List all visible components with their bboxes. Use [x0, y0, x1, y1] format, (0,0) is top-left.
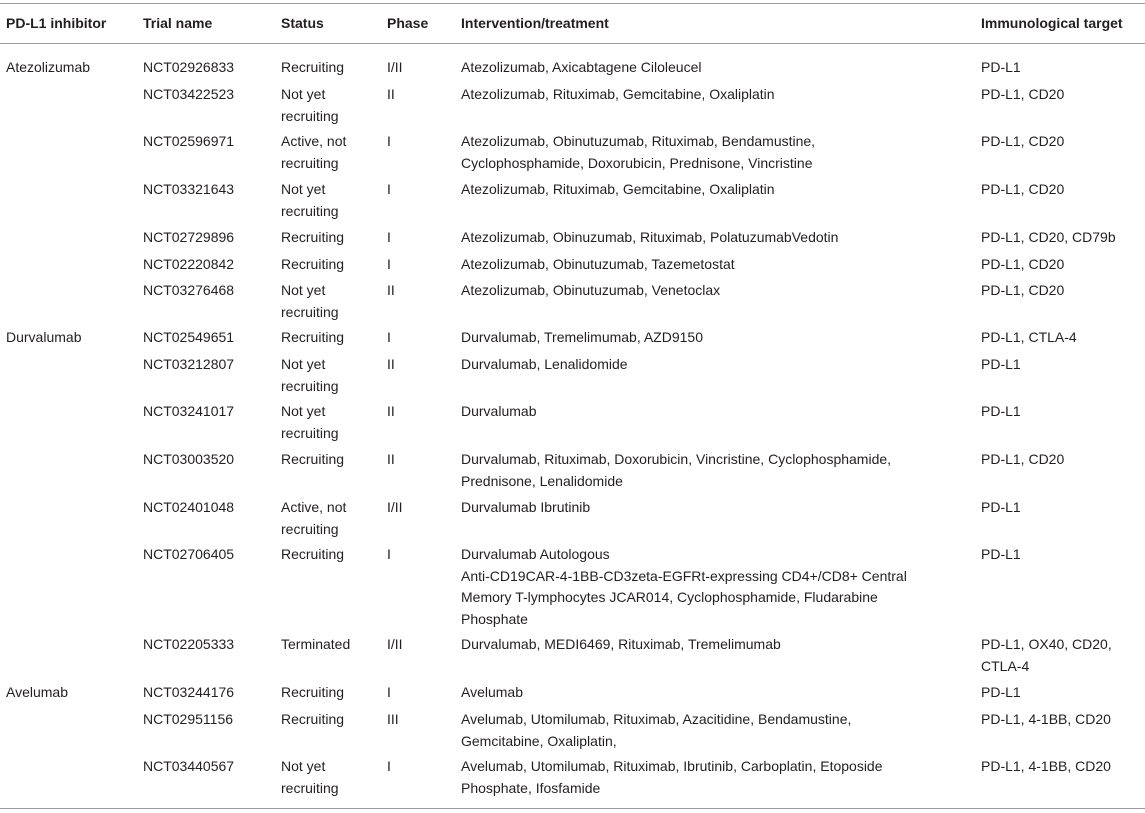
cell-trial-name: NCT03422523	[143, 86, 235, 102]
cell-intervention-line: Durvalumab Ibrutinib	[461, 499, 591, 515]
cell-status-line: Active, not	[281, 499, 347, 515]
cell-immunological-target	[981, 84, 1064, 106]
cell-immunological-target-line: PD-L1, 4-1BB, CD20	[981, 711, 1111, 727]
cell-status	[281, 756, 339, 799]
cell-intervention-line: Durvalumab, Tremelimumab, AZD9150	[461, 329, 703, 345]
cell-intervention-line: Durvalumab, MEDI6469, Rituximab, Tremelimumab	[461, 636, 781, 652]
cell-immunological-target	[981, 327, 1077, 349]
cell-intervention-line: Prednisone, Lenalidomide	[461, 472, 623, 489]
cell-status-line: Recruiting	[281, 59, 345, 75]
cell-immunological-target-line: PD-L1, CD20	[981, 86, 1065, 102]
cell-intervention	[461, 131, 815, 174]
cell-status	[281, 131, 346, 174]
table-top-rule	[0, 3, 1145, 4]
cell-immunological-target-line: PD-L1, CD20	[981, 451, 1065, 467]
cell-status-line: Not yet	[281, 403, 326, 419]
header-rule	[0, 43, 1145, 44]
cell-intervention-line: Avelumab, Utomilumab, Rituximab, Azacitidine, Bendamustine,	[461, 711, 852, 727]
cell-intervention-line: Gemcitabine, Oxaliplatin,	[461, 732, 617, 749]
cell-immunological-target	[981, 131, 1064, 153]
cell-trial-name: NCT02220842	[143, 256, 235, 272]
cell-phase: I/II	[387, 499, 403, 515]
cell-status-line: Recruiting	[281, 684, 345, 700]
cell-trial-name: NCT03241017	[143, 403, 235, 419]
cell-phase: I	[387, 546, 391, 562]
cell-intervention	[461, 254, 735, 276]
cell-intervention-line: Durvalumab Autologous	[461, 546, 610, 562]
cell-immunological-target-line: PD-L1	[981, 546, 1021, 562]
cell-trial-name: NCT02951156	[143, 711, 234, 727]
cell-immunological-target-line: PD-L1	[981, 499, 1021, 515]
cell-phase: I	[387, 758, 391, 774]
cell-status-line: Not yet	[281, 181, 326, 197]
cell-status-line: Recruiting	[281, 329, 345, 345]
cell-status	[281, 682, 344, 704]
cell-intervention-line: Durvalumab	[461, 403, 537, 419]
cell-intervention	[461, 544, 907, 630]
cell-phase: I	[387, 329, 391, 345]
cell-status	[281, 634, 350, 656]
cell-status	[281, 497, 346, 540]
cell-status	[281, 254, 344, 276]
cell-immunological-target-line: PD-L1	[981, 684, 1021, 700]
cell-trial-name: NCT02596971	[143, 133, 235, 149]
cell-phase: II	[387, 356, 395, 372]
cell-immunological-target	[981, 401, 1021, 423]
cell-phase: II	[387, 451, 395, 467]
cell-intervention	[461, 57, 701, 79]
cell-trial-name: NCT02729896	[143, 229, 235, 245]
cell-phase: II	[387, 86, 395, 102]
cell-status-line: Not yet	[281, 758, 326, 774]
cell-intervention-line: Avelumab	[461, 684, 524, 700]
cell-status-line: Recruiting	[281, 711, 345, 727]
cell-status-line: Recruiting	[281, 229, 345, 245]
cell-status-line: Not yet	[281, 282, 326, 298]
cell-status	[281, 57, 344, 79]
header-phase: Phase	[387, 15, 429, 31]
cell-intervention-line: Atezolizumab, Rituximab, Gemcitabine, Oxaliplatin	[461, 86, 775, 102]
header-pdl1-inhibitor: PD-L1 inhibitor	[6, 15, 107, 31]
cell-intervention	[461, 756, 883, 799]
cell-status	[281, 354, 339, 397]
cell-status-line: recruiting	[281, 779, 339, 796]
cell-intervention	[461, 280, 720, 302]
cell-phase: I/II	[387, 59, 403, 75]
cell-status-line: Not yet	[281, 356, 326, 372]
cell-phase: I	[387, 684, 391, 700]
cell-intervention	[461, 354, 628, 376]
cell-immunological-target	[981, 57, 1021, 79]
cell-phase: III	[387, 711, 399, 727]
cell-immunological-target-line: CTLA-4	[981, 657, 1030, 674]
cell-intervention-line: Phosphate	[461, 610, 528, 627]
cell-status	[281, 280, 339, 323]
cell-intervention-line: Atezolizumab, Obinutuzumab, Rituximab, Bendamustine,	[461, 133, 816, 149]
cell-immunological-target	[981, 497, 1021, 519]
cell-phase: II	[387, 282, 395, 298]
cell-status	[281, 544, 344, 566]
cell-immunological-target	[981, 449, 1064, 471]
cell-trial-name: NCT03440567	[143, 758, 235, 774]
cell-immunological-target	[981, 227, 1116, 249]
cell-status-line: recruiting	[281, 303, 339, 320]
cell-phase: I	[387, 181, 391, 197]
cell-immunological-target-line: PD-L1	[981, 403, 1021, 419]
cell-trial-name: NCT03244176	[143, 684, 235, 700]
cell-intervention-line: Durvalumab, Lenalidomide	[461, 356, 628, 372]
cell-inhibitor: Durvalumab	[6, 329, 82, 345]
cell-trial-name: NCT03276468	[143, 282, 235, 298]
cell-trial-name: NCT02401048	[143, 499, 235, 515]
cell-phase: II	[387, 403, 395, 419]
cell-immunological-target-line: PD-L1, CD20	[981, 282, 1065, 298]
cell-intervention-line: Durvalumab, Rituximab, Doxorubicin, Vincristine, Cyclophosphamide,	[461, 451, 892, 467]
cell-phase: I	[387, 229, 391, 245]
cell-immunological-target	[981, 682, 1021, 704]
cell-intervention-line: Memory T-lymphocytes JCAR014, Cyclophosphamide, Fludarabine	[461, 589, 878, 605]
cell-status-line: recruiting	[281, 202, 339, 219]
cell-status	[281, 179, 339, 222]
cell-status	[281, 327, 344, 349]
cell-intervention	[461, 327, 703, 349]
cell-immunological-target-line: PD-L1, CD20	[981, 133, 1065, 149]
cell-intervention-line: Cyclophosphamide, Doxorubicin, Prednisone, Vincristine	[461, 154, 813, 171]
header-status: Status	[281, 15, 324, 31]
cell-trial-name: NCT03003520	[143, 451, 235, 467]
cell-status-line: Recruiting	[281, 451, 345, 467]
cell-intervention-line: Atezolizumab, Obinuzumab, Rituximab, PolatuzumabVedotin	[461, 229, 839, 245]
cell-immunological-target-line: PD-L1, CD20	[981, 256, 1065, 272]
cell-status	[281, 227, 344, 249]
table-bottom-rule	[0, 808, 1145, 809]
cell-trial-name: NCT03321643	[143, 181, 235, 197]
cell-inhibitor: Avelumab	[6, 684, 69, 700]
cell-status-line: Not yet	[281, 86, 326, 102]
cell-intervention	[461, 84, 775, 106]
cell-trial-name: NCT02926833	[143, 59, 235, 75]
cell-intervention-line: Atezolizumab, Obinutuzumab, Venetoclax	[461, 282, 721, 298]
cell-immunological-target	[981, 280, 1064, 302]
cell-immunological-target	[981, 254, 1064, 276]
cell-phase: I	[387, 133, 391, 149]
cell-intervention-line: Avelumab, Utomilumab, Rituximab, Ibrutinib, Carboplatin, Etoposide	[461, 758, 883, 774]
cell-intervention	[461, 227, 838, 249]
cell-status-line: Terminated	[281, 636, 351, 652]
cell-intervention	[461, 634, 781, 656]
cell-status-line: recruiting	[281, 424, 339, 441]
cell-immunological-target-line: PD-L1, CD20, CD79b	[981, 229, 1116, 245]
cell-trial-name: NCT02549651	[143, 329, 235, 345]
cell-immunological-target-line: PD-L1, 4-1BB, CD20	[981, 758, 1111, 774]
cell-immunological-target-line: PD-L1, OX40, CD20,	[981, 636, 1112, 652]
cell-status-line: Active, not	[281, 133, 347, 149]
cell-immunological-target-line: PD-L1	[981, 59, 1021, 75]
cell-status	[281, 449, 344, 471]
cell-status-line: Recruiting	[281, 256, 345, 272]
cell-immunological-target	[981, 354, 1021, 376]
cell-intervention	[461, 179, 775, 201]
cell-intervention	[461, 401, 536, 423]
cell-trial-name: NCT02205333	[143, 636, 235, 652]
cell-inhibitor: Atezolizumab	[6, 59, 91, 75]
cell-intervention-line: Anti-CD19CAR-4-1BB-CD3zeta-EGFRt-expressing CD4+/CD8+ Central	[461, 567, 907, 584]
cell-intervention-line: Atezolizumab, Rituximab, Gemcitabine, Oxaliplatin	[461, 181, 775, 197]
cell-intervention	[461, 682, 523, 704]
cell-immunological-target-line: PD-L1, CD20	[981, 181, 1065, 197]
cell-phase: I	[387, 256, 391, 272]
cell-status	[281, 84, 339, 127]
cell-status	[281, 709, 344, 731]
cell-intervention-line: Phosphate, Ifosfamide	[461, 779, 601, 796]
header-trial-name: Trial name	[143, 15, 213, 31]
cell-phase: I/II	[387, 636, 403, 652]
cell-status-line: recruiting	[281, 520, 339, 537]
cell-immunological-target	[981, 179, 1064, 201]
header-immunological-target: Immunological target	[981, 15, 1123, 31]
cell-status	[281, 401, 339, 444]
cell-immunological-target	[981, 756, 1111, 778]
cell-status-line: Recruiting	[281, 546, 345, 562]
cell-intervention	[461, 709, 851, 752]
cell-immunological-target	[981, 544, 1021, 566]
cell-status-line: recruiting	[281, 154, 339, 171]
cell-immunological-target-line: PD-L1, CTLA-4	[981, 329, 1077, 345]
cell-intervention-line: Atezolizumab, Obinutuzumab, Tazemetostat	[461, 256, 735, 272]
cell-status-line: recruiting	[281, 107, 339, 124]
cell-trial-name: NCT02706405	[143, 546, 235, 562]
cell-immunological-target	[981, 709, 1111, 731]
cell-immunological-target-line: PD-L1	[981, 356, 1021, 372]
cell-intervention	[461, 449, 891, 492]
header-intervention: Intervention/treatment	[461, 15, 609, 31]
cell-trial-name: NCT03212807	[143, 356, 235, 372]
cell-immunological-target	[981, 634, 1112, 677]
cell-intervention-line: Atezolizumab, Axicabtagene Ciloleucel	[461, 59, 702, 75]
cell-intervention	[461, 497, 590, 519]
cell-status-line: recruiting	[281, 377, 339, 394]
